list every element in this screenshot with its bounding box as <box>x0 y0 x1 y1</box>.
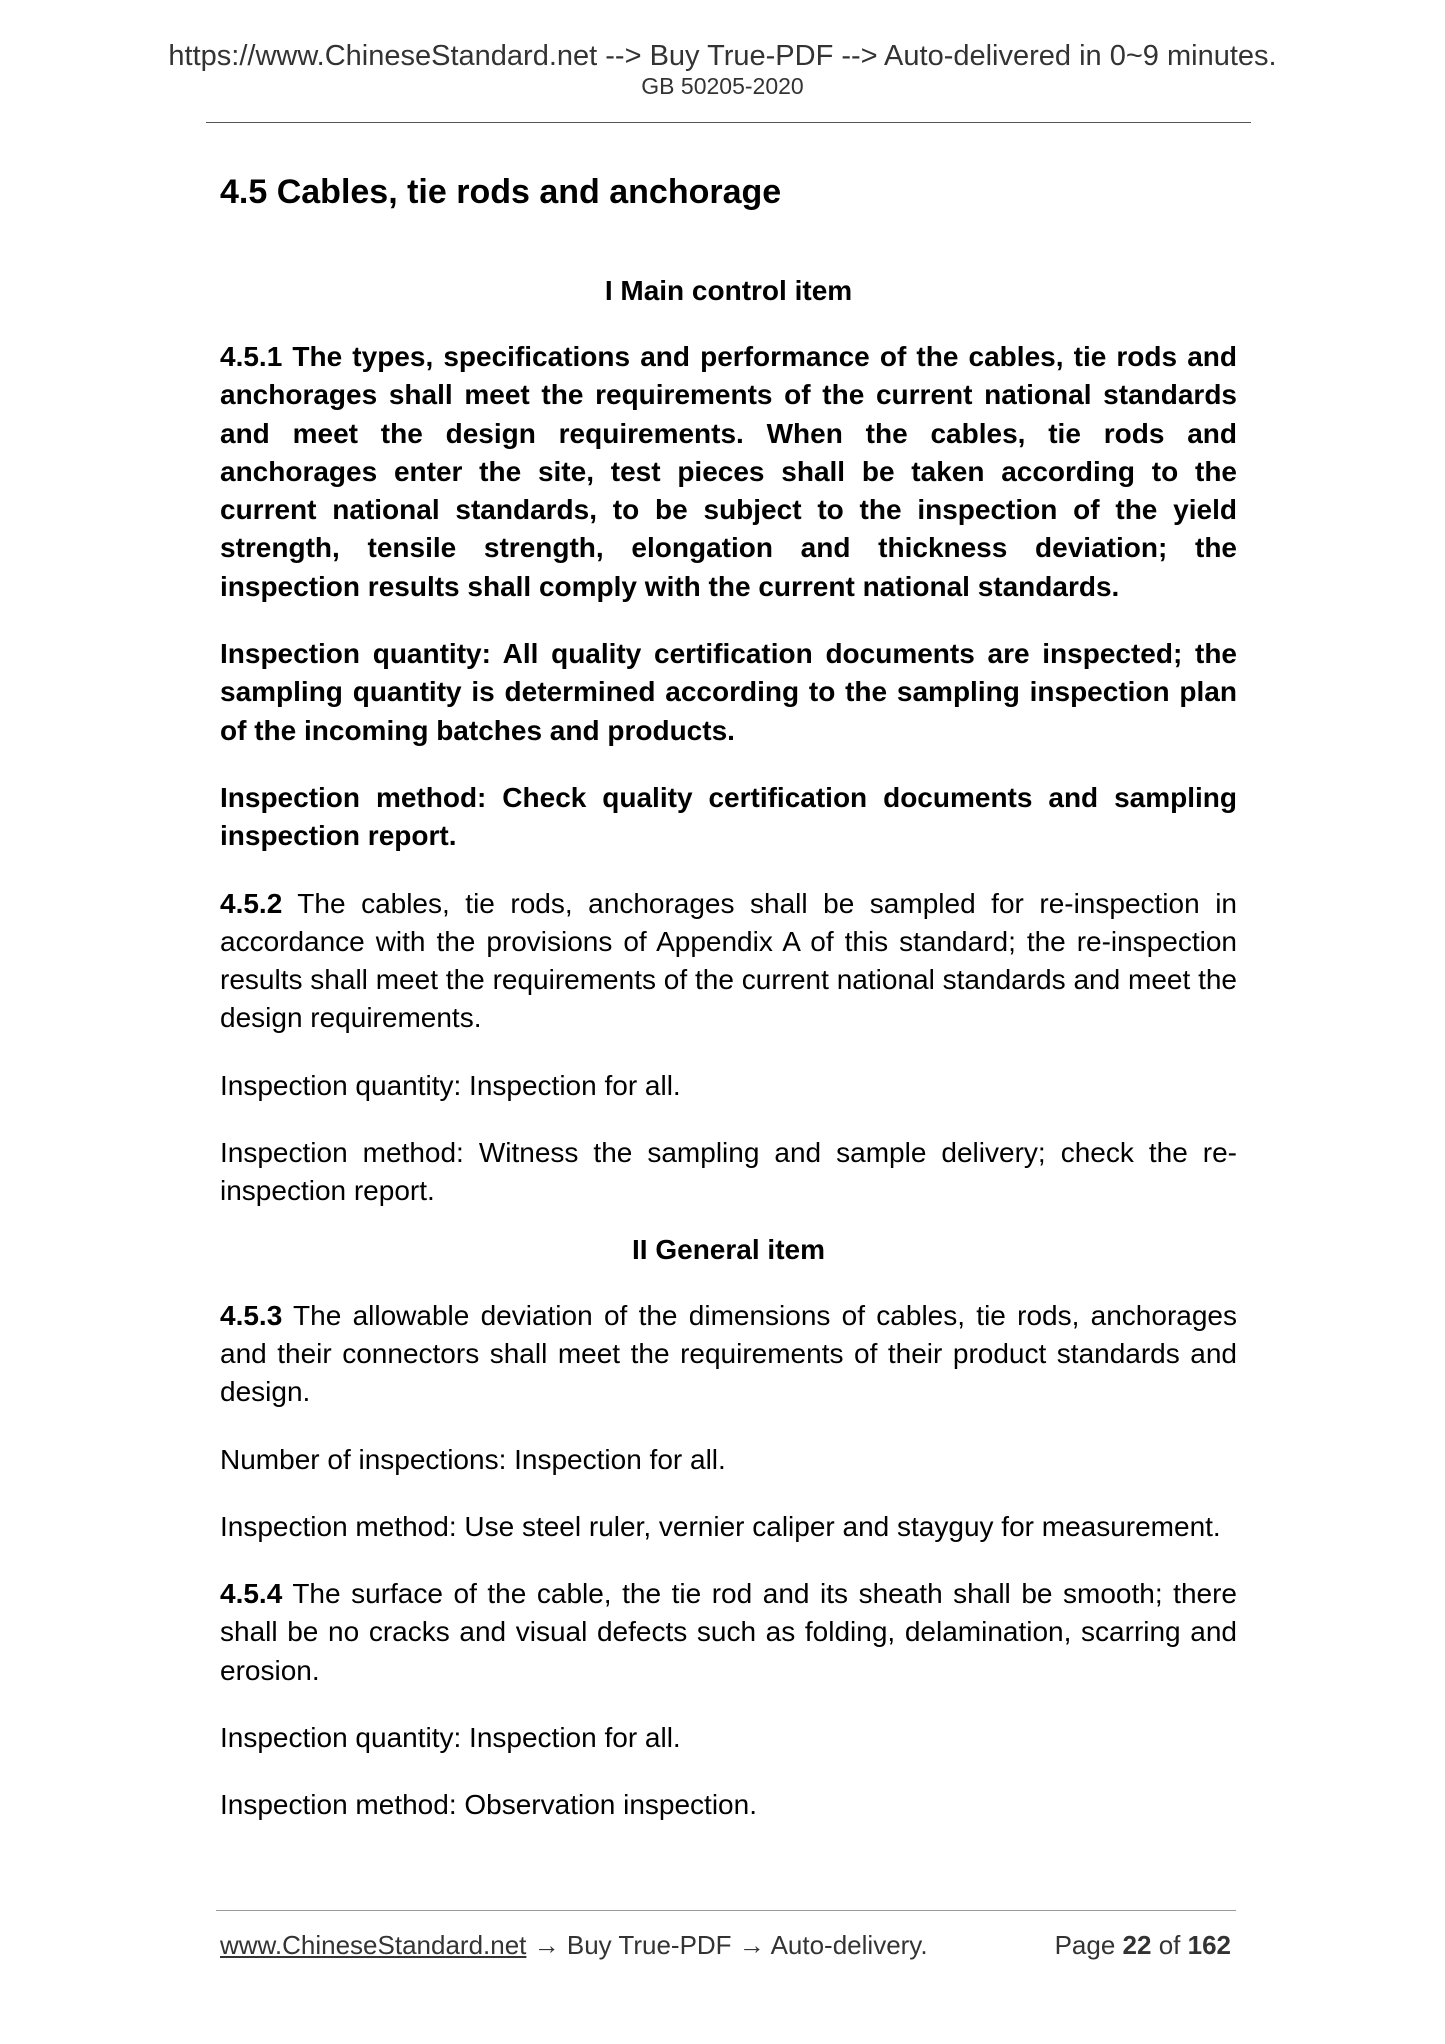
document-body <box>220 170 1237 1854</box>
page-word: Page <box>1054 1930 1116 1960</box>
footer-tagline: → Buy True-PDF → Auto-delivery. <box>526 1930 928 1960</box>
footer-divider <box>216 1910 1236 1911</box>
clause-4-5-2-method: Inspection method: Witness the sampling and sample delivery; check the re-inspection report. <box>220 1137 1237 1207</box>
clause-4-5-4-method: Inspection method: Observation inspection. <box>220 1789 757 1821</box>
clause-4-5-2-number: 4.5.2 <box>220 887 283 919</box>
header-divider <box>206 122 1251 123</box>
page-number: 22 <box>1122 1930 1152 1960</box>
clause-4-5-3-text: The allowable deviation of the dimensions of cables, tie rods, anchorages and their connectors shall meet the requirements of their product standards and design. <box>220 1299 1237 1408</box>
section-title: 4.5 Cables, tie rods and anchorage <box>220 173 782 211</box>
page-indicator <box>1055 1930 1231 1961</box>
clause-4-5-3 <box>220 1297 1237 1412</box>
clause-4-5-4-quantity: Inspection quantity: Inspection for all. <box>220 1722 681 1754</box>
source-banner: https://www.ChineseStandard.net --> Buy True-PDF --> Auto-delivered in 0~9 minutes. <box>168 40 1277 72</box>
clause-4-5-3-number: 4.5.3 <box>220 1299 283 1331</box>
footer-site-link[interactable]: www.ChineseStandard.net <box>220 1930 527 1960</box>
clause-4-5-1-method: Inspection method: Check quality certification documents and sampling inspection report. <box>220 781 1237 852</box>
main-control-heading: I Main control item <box>604 275 853 306</box>
clause-4-5-2 <box>220 885 1237 1038</box>
total-pages: 162 <box>1187 1930 1231 1960</box>
clause-4-5-1: 4.5.1 The types, specifications and performance of the cables, tie rods and anchorages shall meet the requirements of the current national standards and meet the design requirements. When the cables, tie rods and anchorages enter the site, test pieces shall be taken according to the current national standards, to be subject to the inspection of the yield strength, tensile strength, elongation and thickness deviation; the inspection results shall comply with the current national standards. <box>220 341 1237 602</box>
of-word: of <box>1158 1930 1181 1960</box>
clause-4-5-2-text: The cables, tie rods, anchorages shall be sampled for re-inspection in accordance with the provisions of Appendix A of this standard; the re-inspection results shall meet the requirements of the current national standards and meet the design requirements. <box>220 887 1237 1034</box>
clause-4-5-4-text: The surface of the cable, the tie rod and its sheath shall be smooth; there shall be no cracks and visual defects such as folding, delamination, scarring and erosion. <box>220 1578 1237 1686</box>
standard-code: GB 50205-2020 <box>641 73 804 99</box>
clause-4-5-1-quantity: Inspection quantity: All quality certification documents are inspected; the sampling quantity is determined according to the sampling inspection plan of the incoming batches and products. <box>220 638 1237 746</box>
clause-4-5-4-number: 4.5.4 <box>220 1578 283 1610</box>
page-footer <box>220 1930 1235 1961</box>
general-item-heading: II General item <box>632 1233 825 1265</box>
clause-4-5-3-method: Inspection method: Use steel ruler, vernier caliper and stayguy for measurement. <box>220 1510 1221 1542</box>
clause-4-5-4 <box>220 1575 1237 1690</box>
clause-4-5-3-quantity: Number of inspections: Inspection for all. <box>220 1443 726 1475</box>
clause-4-5-2-quantity: Inspection quantity: Inspection for all. <box>220 1069 681 1101</box>
